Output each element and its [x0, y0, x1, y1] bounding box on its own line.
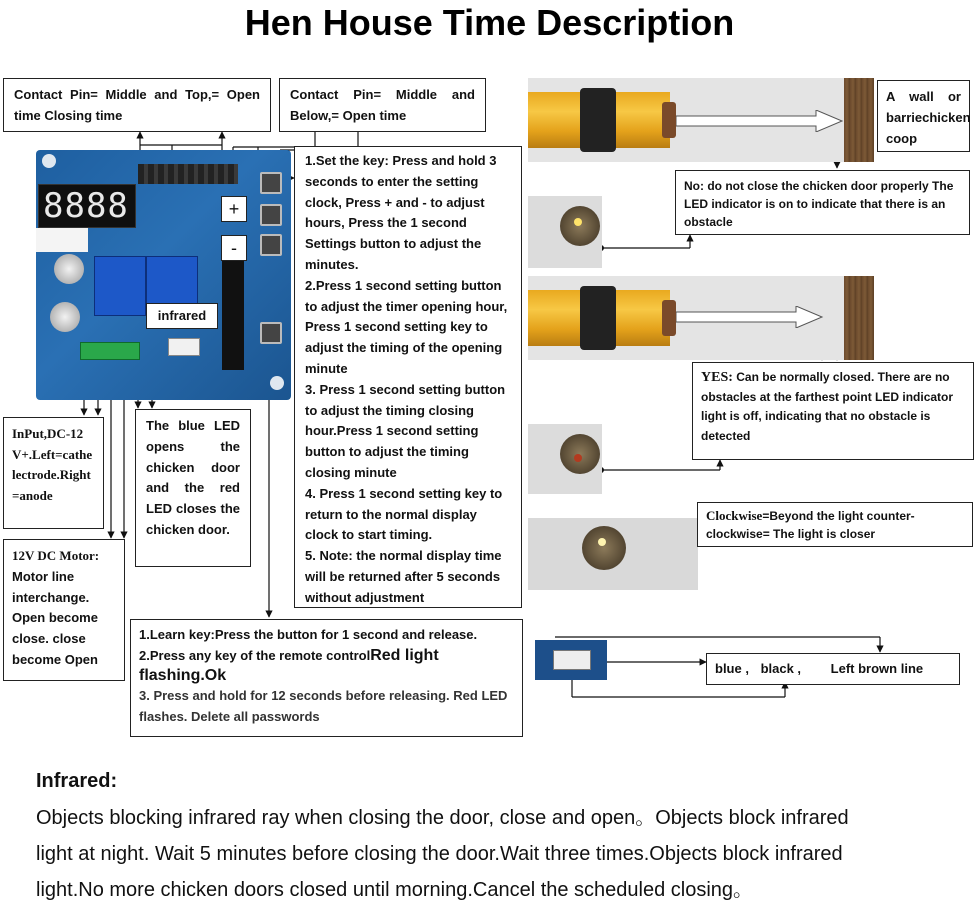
pin-below-box — [279, 78, 486, 132]
pin-top-box — [3, 78, 271, 132]
setup-step: 3. Press 1 second setting button to adjust the timing closing hour.Press 1 second setting button to adjust the timing closing minute — [305, 381, 506, 480]
minus-label-box — [221, 235, 247, 261]
indicator-led-on — [598, 538, 606, 546]
sensor-photo-wall — [528, 78, 874, 162]
connector-housing — [553, 650, 591, 670]
sensor-nut — [580, 88, 616, 152]
sensor-lens — [662, 300, 676, 336]
remote-step-3: 3. Press and hold for 12 seconds before releasing. Red LED flashes. Delete all passwords — [139, 687, 508, 724]
motor-heading: 12V DC Motor: — [12, 548, 100, 563]
minus-label: - — [231, 238, 237, 258]
plus-label: + — [228, 199, 240, 219]
remote-step-1: 1.Learn key:Press the button for 1 second and release. — [139, 627, 478, 642]
setting-button[interactable] — [260, 172, 282, 194]
pin-below-text: Contact Pin= Middle and Below,= Open time — [290, 87, 475, 123]
board-chip — [36, 228, 88, 252]
infrared-line: Objects blocking infrared ray when closing the door, close and open。Objects block infrared — [36, 807, 849, 829]
controller-board — [36, 150, 291, 400]
setup-step: 1.Set the key: Press and hold 3 seconds to enter the setting clock, Press + and - to adjust hours, Press the 1 second Settings button to adjust the minutes. — [305, 153, 497, 272]
yes-text: Can be normally closed. There are no obstacles at the farthest point LED indicator light is off, indicating that no obstacle is detected — [701, 370, 954, 443]
wire-blue: blue , — [715, 661, 749, 676]
no-text: No: do not close the chicken door properly The LED indicator is on to indicate that there is an obstacle — [684, 179, 954, 229]
sensor-lens — [662, 102, 676, 138]
plus-label-box — [221, 196, 247, 222]
led-indicator-photo-on — [528, 196, 602, 268]
board-screw-hole — [270, 376, 284, 390]
setup-step: 4. Press 1 second setting key to return to the normal display clock to start timing. — [305, 485, 503, 543]
setup-steps-box — [294, 146, 522, 608]
plus-hw-button[interactable] — [260, 204, 282, 226]
infrared-label: infrared — [157, 308, 207, 323]
led-description-text: The blue LED opens the chicken door and the red LED closes the chicken door. — [146, 418, 240, 537]
sensor-beam-arrow — [676, 306, 826, 328]
indicator-disc — [560, 206, 600, 246]
wall-panel — [844, 78, 874, 162]
capacitor — [50, 302, 80, 332]
input-box — [3, 417, 104, 529]
wall-box — [877, 80, 970, 152]
wall-text: A wall or barriechicken coop — [886, 89, 971, 146]
indicator-led-off — [574, 454, 582, 462]
infrared-line: light.No more chicken doors closed until morning.Cancel the scheduled closing。 — [36, 879, 754, 901]
led-description-box — [135, 409, 251, 567]
board-screw-hole — [42, 154, 56, 168]
remote-step-2-emph: Red light flashing.Ok — [139, 646, 439, 684]
clockwise-box — [697, 502, 973, 547]
pin-top-text: Contact Pin= Middle and Top,= Open time Closing time — [14, 87, 260, 123]
capacitor — [54, 254, 84, 284]
infrared-label-box — [146, 303, 218, 329]
ir-connector — [168, 338, 200, 356]
terminal-block — [80, 342, 140, 360]
led-digits: 8888 — [43, 186, 129, 226]
learn-button[interactable] — [260, 322, 282, 344]
infrared-description — [36, 800, 976, 908]
setup-step: 5. Note: the normal display time will be returned after 5 seconds without adjustment — [305, 548, 502, 605]
indicator-led-on — [574, 218, 582, 226]
infrared-line: light at night. Wait 5 minutes before closing the door.Wait three times.Objects block infrared — [36, 843, 843, 865]
led-display — [38, 184, 136, 228]
clockwise-label: Clockwise — [706, 508, 763, 523]
clockwise-text: =Beyond the light counter-clockwise= The light is closer — [706, 509, 915, 541]
infrared-heading: Infrared: — [36, 770, 118, 792]
yes-box — [692, 362, 974, 460]
indicator-disc — [582, 526, 626, 570]
page-title: Hen House Time Description — [244, 2, 735, 43]
sensor-nut — [580, 286, 616, 350]
yes-label: YES: — [701, 370, 733, 385]
relay — [94, 256, 146, 316]
motor-box — [3, 539, 125, 681]
sensor-beam-arrow — [676, 110, 846, 132]
adjustment-knob-photo — [528, 518, 698, 590]
setup-step: 2.Press 1 second setting button to adjust the timer opening hour, Press 1 second setting key to adjust the timing of the opening minute — [305, 277, 508, 376]
motor-text: Motor line interchange. Open become close. close become Open — [12, 568, 98, 667]
minus-hw-button[interactable] — [260, 234, 282, 256]
wall-panel — [844, 276, 874, 360]
receiver-module — [222, 260, 244, 370]
wire-black: black , — [760, 661, 802, 676]
connector-photo — [535, 640, 607, 680]
sensor-photo-yes — [528, 276, 874, 360]
input-text: InPut,DC-12 V+.Left=cathelectrode.Right=anode — [12, 426, 93, 503]
wire-colors-box — [706, 653, 960, 685]
pin-header — [138, 164, 238, 184]
wire-brown: Left brown line — [830, 661, 924, 676]
remote-steps-box — [130, 619, 523, 737]
no-box — [675, 170, 970, 235]
led-indicator-photo-off — [528, 424, 602, 494]
remote-step-2: 2.Press any key of the remote control — [139, 647, 371, 663]
